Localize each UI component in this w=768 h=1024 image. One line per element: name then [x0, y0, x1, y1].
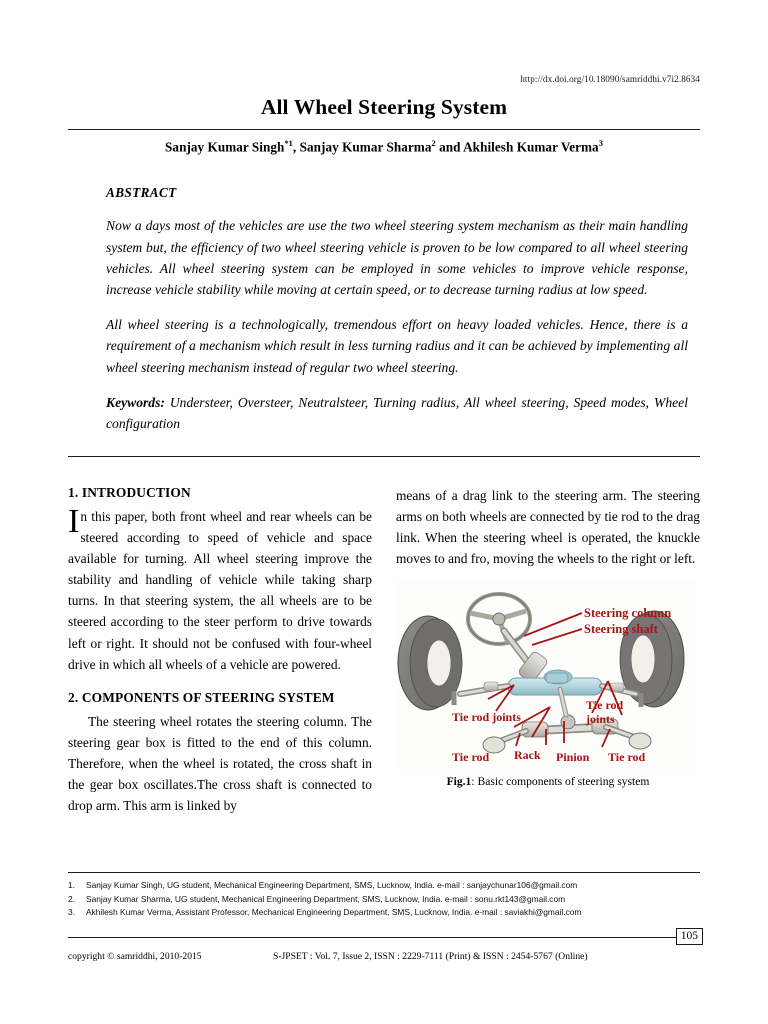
left-column [68, 485, 372, 816]
steering-wheel-icon [468, 594, 530, 644]
keywords-line [106, 392, 688, 434]
author-list [68, 139, 700, 155]
footnote-divider [68, 872, 700, 873]
right-column [396, 485, 700, 816]
page-footer [68, 928, 700, 962]
abstract-paragraph-1: Now a days most of the vehicles are use the two wheel steering system mechanism as their main handling system but, the efficiency of two wheel steering vehicle is proven to be low compared to all wheel steering vehicles. All wheel steering system can be employed in some vehicles to improve vehicle response, increase vehicle stability while moving at certain speed, or to decrease turning radius at low speed. [106, 218, 688, 297]
section-2-heading: 2. COMPONENTS OF STEERING SYSTEM [68, 689, 335, 705]
keywords-text: Understeer, Oversteer, Neutralsteer, Turning radius, All wheel steering, Speed modes, Wheel configuration [106, 394, 688, 432]
right-column-paragraph: means of a drag link to the steering arm. The steering arms on both wheels are connected by tie rod to the drag link. When the steering wheel is operated, the knuckle moves to and fro, moving the wheels to the right or left. [396, 488, 700, 567]
footnote-text: Akhilesh Kumar Verma, Assistant Professor, Mechanical Engineering Department, SMS, Lucknow, India. e-mail : saviakhi@gmail.com [86, 907, 582, 918]
copyright-text: copyright © samriddhi, 2010-2015 [68, 951, 202, 962]
author-1-superscript: *1 [284, 139, 293, 148]
footnote-text: Sanjay Kumar Sharma, UG student, Mechanical Engineering Department, SMS, Lucknow, India. e-mail : sonu.rkt143@gmail.com [86, 893, 566, 904]
footnotes-section [68, 872, 700, 920]
title-divider [68, 129, 700, 130]
author-1-name: Sanjay Kumar Singh [165, 139, 285, 155]
label-tie-rod-right: Tie rod [608, 750, 646, 765]
author-3-name: and Akhilesh Kumar Verma [435, 139, 599, 155]
author-3-superscript: 3 [598, 139, 603, 148]
label-pinion: Pinion [556, 750, 590, 765]
footnote-row [68, 893, 700, 907]
label-rack: Rack [514, 748, 541, 763]
section-1-body-text: n this paper, both front wheel and rear wheels can be steered according to speed of vehicle and space available for turning. All wheel steering improve the stability and handling of vehicle while taking sharp turns. In that steering system, the all wheels are to be steered according to the steer perform to drive towards left or right. It should not be confused with four-wheel drive in which all wheels of a vehicle are powered. [68, 509, 372, 672]
abstract-heading: ABSTRACT [106, 185, 177, 201]
footnote-row [68, 906, 700, 920]
footnote-number: 1. [68, 880, 75, 890]
label-steering-shaft: Steering shaft [584, 622, 658, 637]
author-2-name: , Sanjay Kumar Sharma [292, 139, 432, 155]
section-1-paragraph [68, 503, 372, 674]
footnote-text: Sanjay Kumar Singh, UG student, Mechanical Engineering Department, SMS, Lucknow, India. e-mail : sanjaychunar106@gmail.com [86, 880, 578, 890]
label-tie-rod-joints-right-2: joints [586, 712, 615, 727]
section-1-heading: 1. INTRODUCTION [68, 485, 191, 501]
author-2-superscript: 2 [431, 139, 436, 148]
abstract-section [106, 185, 688, 434]
footer-rule-group [68, 928, 700, 944]
steering-shaft-icon [504, 631, 549, 684]
steering-diagram-svg [396, 581, 696, 769]
doi-link[interactable]: http://dx.doi.org/10.18090/samriddhi.v7i2.8634 [520, 74, 700, 84]
figure-caption-text: : Basic components of steering system [471, 775, 650, 789]
footer-divider [68, 937, 700, 938]
body-columns [68, 485, 700, 816]
label-tie-rod-left: Tie rod [452, 750, 490, 765]
figure-caption [396, 775, 700, 788]
drop-cap: I [68, 503, 80, 541]
footnote-number: 3. [68, 907, 75, 918]
page-title: All Wheel Steering System [260, 95, 508, 119]
footnote-row [68, 879, 700, 893]
label-steering-column: Steering column [584, 606, 672, 621]
journal-info-text: S-JPSET : Vol. 7, Issue 2, ISSN : 2229-7111 (Print) & ISSN : 2454-5767 (Online) [273, 951, 588, 962]
page-number: 105 [676, 928, 703, 945]
section-2-paragraph: The steering wheel rotates the steering column. The steering gear box is fitted to the end of this column. Therefore, when the wheel is rotated, the cross shaft in the gear box oscillates.The cross shaft is connected to drop arm. This arm is linked by [68, 713, 372, 813]
footnote-number: 2. [68, 893, 75, 904]
keywords-label: Keywords: [106, 394, 165, 410]
footer-text-row [68, 951, 700, 962]
label-tie-rod-joints-left: Tie rod joints [452, 710, 521, 725]
label-tie-rod-joints-right-1: Tie rod [586, 698, 624, 713]
figure-caption-label: Fig.1 [446, 775, 472, 789]
abstract-paragraph-2: All wheel steering is a technologically, tremendous effort on heavy loaded vehicles. Hence, there is a requirement of a mechanism which result in less turning radius and it can be achieved by implementing all wheel steering mechanism instead of regular two wheel steering. [106, 317, 688, 375]
abstract-divider [68, 456, 700, 457]
steering-system-diagram [396, 581, 696, 769]
figure-1 [396, 581, 700, 788]
